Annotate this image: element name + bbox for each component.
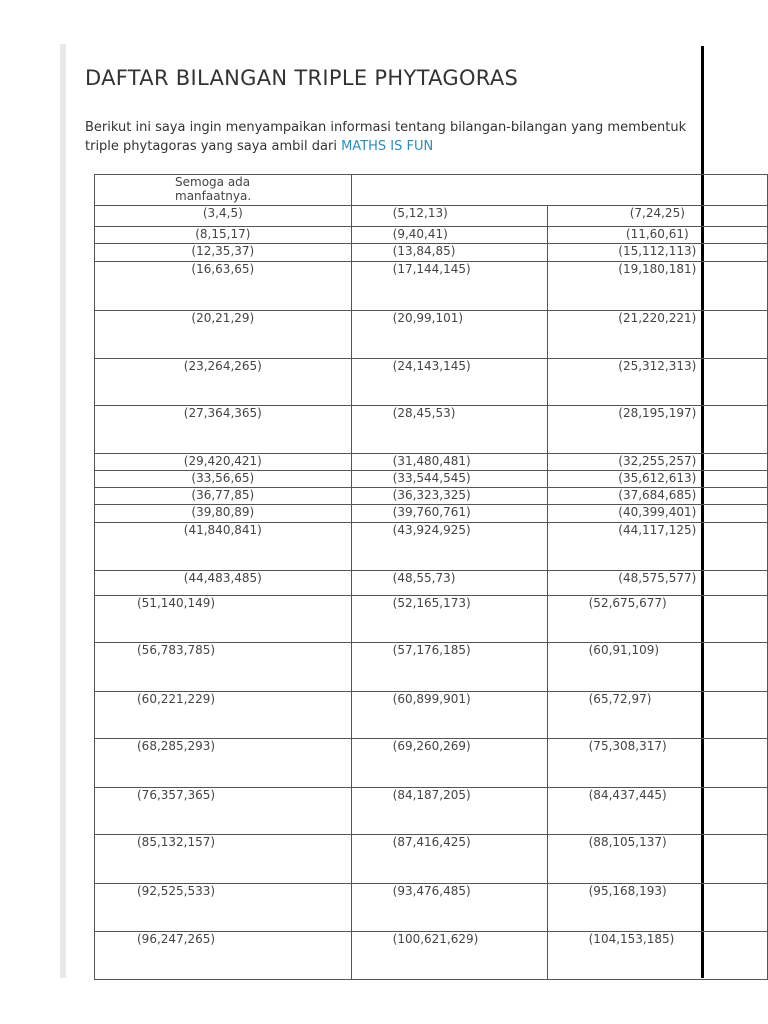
table-row [95,835,768,884]
page-left-margin [60,44,66,978]
triple-cell: (20,99,101) [351,311,547,359]
triple-cell: (28,195,197) [547,406,767,454]
empty-header-cell [351,175,767,206]
triple-cell: (17,144,145) [351,262,547,311]
triple-cell: (43,924,925) [351,523,547,571]
triple-cell: (96,247,265) [95,932,352,980]
table-row [95,227,768,244]
intro-paragraph [85,118,697,156]
triple-cell: (51,140,149) [95,596,352,643]
triple-cell: (35,612,613) [547,471,767,488]
triple-cell: (60,899,901) [351,692,547,739]
table-row [95,359,768,406]
triple-cell: (33,544,545) [351,471,547,488]
triple-cell: (85,132,157) [95,835,352,884]
table-row [95,488,768,505]
triple-cell: (39,760,761) [351,505,547,523]
page-title: DAFTAR BILANGAN TRIPLE PHYTAGORAS [85,66,519,90]
triple-cell: (52,165,173) [351,596,547,643]
triple-cell: (33,56,65) [95,471,352,488]
table-row [95,692,768,739]
triple-cell: (36,77,85) [95,488,352,505]
triple-cell: (48,575,577) [547,571,767,596]
triple-cell: (41,840,841) [95,523,352,571]
triples-table [94,174,768,980]
table-row [95,471,768,488]
triple-cell: (5,12,13) [351,206,547,227]
triple-cell: (87,416,425) [351,835,547,884]
triple-cell: (56,783,785) [95,643,352,692]
triple-cell: (21,220,221) [547,311,767,359]
table-row [95,643,768,692]
triple-cell: (44,117,125) [547,523,767,571]
table-row [95,523,768,571]
triple-cell: (24,143,145) [351,359,547,406]
triple-cell: (60,91,109) [547,643,767,692]
triple-cell: (37,684,685) [547,488,767,505]
triple-cell: (39,80,89) [95,505,352,523]
maths-is-fun-link[interactable]: MATHS IS FUN [341,139,434,154]
table-row [95,244,768,262]
note-line-2: manfaatnya. [175,189,252,203]
table-row [95,571,768,596]
triple-cell: (31,480,481) [351,454,547,471]
triple-cell: (57,176,185) [351,643,547,692]
triple-cell: (36,323,325) [351,488,547,505]
table-row [95,206,768,227]
triple-cell: (68,285,293) [95,739,352,788]
table-row [95,505,768,523]
triple-cell: (9,40,41) [351,227,547,244]
note-line-1: Semoga ada [175,175,251,189]
triple-cell: (12,35,37) [95,244,352,262]
triple-cell: (69,260,269) [351,739,547,788]
table-row [95,311,768,359]
intro-text: Berikut ini saya ingin menyampaikan informasi tentang bilangan-bilangan yang membentuk triple phytagoras yang saya ambil dari [85,120,687,154]
triple-cell: (60,221,229) [95,692,352,739]
triple-cell: (88,105,137) [547,835,767,884]
triple-cell: (44,483,485) [95,571,352,596]
triple-cell: (104,153,185) [547,932,767,980]
triple-cell: (100,621,629) [351,932,547,980]
triple-cell: (92,525,533) [95,884,352,932]
triple-cell: (40,399,401) [547,505,767,523]
table-header-row [95,175,768,206]
triple-cell: (19,180,181) [547,262,767,311]
table-row [95,454,768,471]
triple-cell: (23,264,265) [95,359,352,406]
triple-cell: (84,187,205) [351,788,547,835]
triple-cell: (3,4,5) [95,206,352,227]
table-row [95,596,768,643]
note-cell [95,175,352,206]
triple-cell: (48,55,73) [351,571,547,596]
table-row [95,932,768,980]
triple-cell: (75,308,317) [547,739,767,788]
triple-cell: (29,420,421) [95,454,352,471]
triple-cell: (76,357,365) [95,788,352,835]
triple-cell: (13,84,85) [351,244,547,262]
triple-cell: (28,45,53) [351,406,547,454]
triple-cell: (7,24,25) [547,206,767,227]
triple-cell: (8,15,17) [95,227,352,244]
triple-cell: (16,63,65) [95,262,352,311]
table-row [95,884,768,932]
triple-cell: (65,72,97) [547,692,767,739]
triple-cell: (52,675,677) [547,596,767,643]
triple-cell: (11,60,61) [547,227,767,244]
table-row [95,262,768,311]
triple-cell: (15,112,113) [547,244,767,262]
triple-cell: (20,21,29) [95,311,352,359]
table-row [95,406,768,454]
table-row [95,788,768,835]
triple-cell: (32,255,257) [547,454,767,471]
table-row [95,739,768,788]
triple-cell: (93,476,485) [351,884,547,932]
triple-cell: (84,437,445) [547,788,767,835]
triple-cell: (25,312,313) [547,359,767,406]
triple-cell: (27,364,365) [95,406,352,454]
triple-cell: (95,168,193) [547,884,767,932]
